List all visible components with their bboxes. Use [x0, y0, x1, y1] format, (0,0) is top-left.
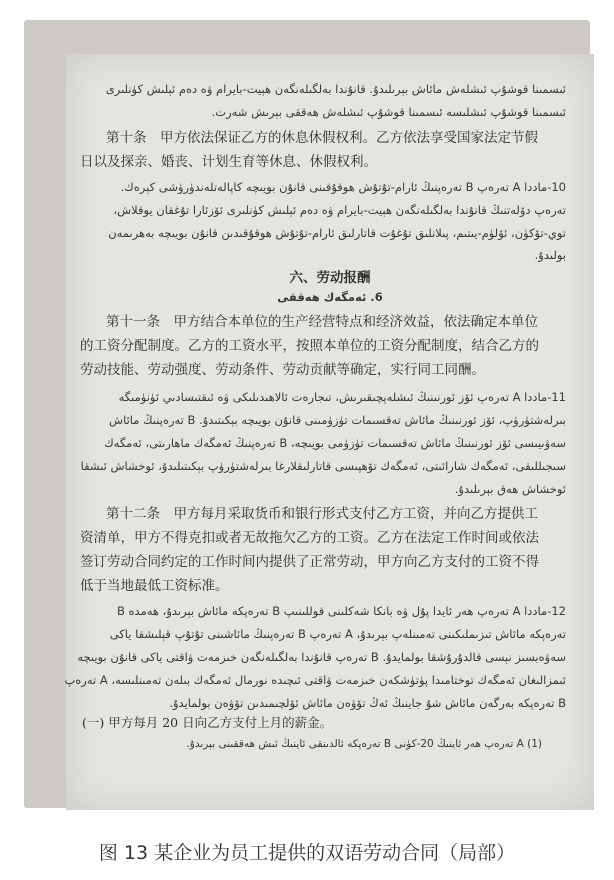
article-10-ug-line: 10-ماددا A تەرەپ B تەرەپنىڭ ئارام-تۇتۇش ھوقۇقىنى قانۇن بويىچە كاپالەتلەندۈرۈشى كېرەك. [120, 180, 566, 194]
article-12-ug-line: 12-ماددا A تەرەپ ھەر ئايدا پۇل ۋە بانكا شەكلىنى قوللىنىپ B تەرەپكە مائاش بېرىدۇ، ھەمدە B [116, 604, 566, 618]
article-10-ug-line: تەرەپ دۆلەتنىڭ قانۇندا بەلگىلەنگەن ھېيت-بايرام ۋە دەم ئېلىش كۈنلىرى ئۆزئارا تۇغقان يوقلاش، [113, 203, 566, 217]
article-11-ug-line: سىجىللىقى، ئەمگەك شارائىتى، ئەمگەك تۆھپىسى قاتارلىقلارغا بىرلەشتۈرۈپ بېكىتىلىدۇ، ئوخشاش ئىشقا [80, 459, 566, 473]
article-12-zh-line: 签订劳动合同约定的工作时间内提供了正常劳动，甲方向乙方支付的工资不得 [80, 554, 539, 570]
article-12-ug-line: تەرەپكە مائاش تىزىملىكىنى تەمىنلەپ بېرىدۇ، A تەرەپ B تەرەپنىڭ مائاشىنى تۇتۇپ قېلىشقا ياكى [109, 627, 566, 641]
article-12-ug-line: ئىمزالىغان ئەمگەك توختامىدا پۈتۈشكەن خىزمەت ۋاقتى ئىچىدە نورمال ئەمگەك بىلەن تەمىنلىسە، A تەرەپ [64, 673, 566, 687]
article-11-ug-line: 11-ماددا A تەرەپ ئۆز ئورنىنىڭ ئىشلەپچىقىرىش، تىجارەت ئالاھىدىلىكى ۋە ئىقتىسادىي ئۈنۈمىگە [118, 390, 566, 404]
article-11-ug-line: بىرلەشتۈرۈپ، ئۆز ئورنىنىڭ مائاش تەقسىمات تۈزۈمىنى قانۇن بويىچە بېكىتىدۇ. B تەرەپنىڭ مائاش [109, 413, 566, 427]
article-10-ug-line: بولىدۇ. [534, 248, 566, 262]
article-11-zh-line: 劳动技能、劳动强度、劳动条件、劳动贡献等确定，实行同工同酬。 [80, 362, 485, 378]
contract-lower-section [42, 34, 570, 790]
uyghur-line: ئىسمىنا قوشۇپ ئىشلىسە ئىسمىنا قوشۇپ ئىشلەش ھەققى بېرىش شەرت. [211, 105, 566, 119]
item-1-ug: (1) A تەرەپ ھەر ئاينىڭ 20-كۈنى B تەرەپكە ئالدىنقى ئاينىڭ ئىش ھەققىنى بېرىدۇ. [186, 738, 542, 750]
article-10-zh-line: 日以及探亲、婚丧、计划生育等休息、休假权利。 [80, 154, 377, 170]
article-10-zh-line: 第十条 甲方依法保证乙方的休息休假权利。乙方依法享受国家法定节假 [106, 130, 538, 146]
figure-caption: 图 13 某企业为员工提供的双语劳动合同（局部） [98, 842, 516, 864]
article-11-zh-line: 的工资分配制度。乙方的工资水平，按照本单位的工资分配制度，结合乙方的 [80, 338, 539, 354]
section-6-heading-ug: 6. ئەمگەك ھەققى [277, 290, 383, 304]
article-12-zh-line: 资清单，甲方不得克扣或者无故拖欠乙方的工资。乙方在法定工作时间或依法 [80, 530, 539, 546]
section-6-heading-zh: 六、劳动报酬 [289, 270, 371, 286]
uyghur-line: ئىسمىنا قوشۇپ ئىشلەش مائاش بېرىلىدۇ. قانۇندا بەلگىلەنگەن ھېيت-بايرام ۋە دەم ئېلىش كۈنلىرى [105, 82, 566, 96]
article-11-ug-line: ئوخشاش ھەق بېرىلىدۇ. [454, 482, 566, 496]
article-11-zh-line: 第十一条 甲方结合本单位的生产经营特点和经济效益，依法确定本单位 [106, 314, 538, 330]
article-12-zh-line: 第十二条 甲方每月采取货币和银行形式支付乙方工资，并向乙方提供工 [106, 506, 538, 522]
article-12-ug-line: B تەرەپكە بەرگەن مائاش شۇ جاينىڭ ئەڭ تۆۋەن مائاش ئۆلچىمىدىن تۆۋەن بولمايدۇ. [169, 696, 566, 710]
article-10-ug-line: توي-تۆكۈن، ئۆلۈم-يىتىم، پىلانلىق تۇغۇت قاتارلىق ئارام-تۇتۇش ھوقۇقىدىن قانۇن بويىچە بەھرىمەن [108, 226, 566, 240]
article-12-ug-line: سەۋەبسىز نېسى قالدۇرۇشقا بولمايدۇ. B تەرەپ قانۇندا بەلگىلەنگەن خىزمەت ۋاقتى ياكى قانۇن بويىچە [77, 650, 566, 664]
item-1-zh: (一) 甲方每月 20 日向乙方支付上月的薪金。 [82, 715, 333, 730]
article-12-zh-line: 低于当地最低工资标准。 [80, 578, 229, 594]
article-11-ug-line: سەۋىيىسى ئۆز ئورنىنىڭ مائاش تەقسىمات تۈزۈمى بويىچە، B تەرەپنىڭ ئەمگەك ماھارىتى، ئەمگەك [104, 436, 566, 450]
